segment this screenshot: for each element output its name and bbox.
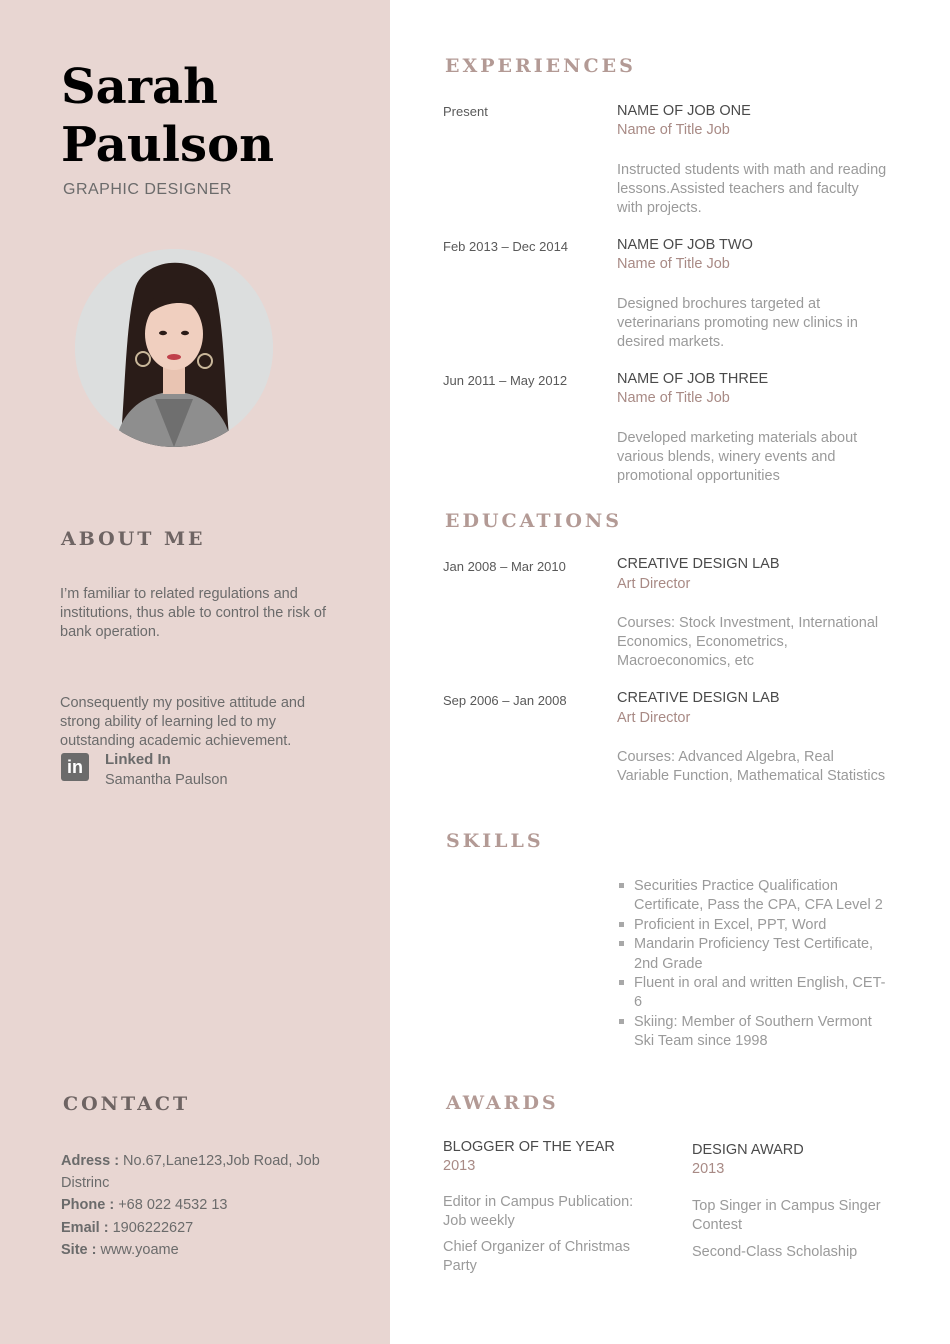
- award-2-desc-2: Second-Class Scholaship: [692, 1244, 858, 1260]
- skills-list: [617, 877, 889, 1052]
- award-1-year: 2013: [443, 1158, 476, 1174]
- experience-2-desc: Designed brochures targeted at veterinarians promoting new clinics in desired markets.: [617, 296, 858, 350]
- address-label: Adress :: [61, 1153, 120, 1169]
- award-1-desc-1: Editor in Campus Publication: Job weekly: [443, 1194, 634, 1229]
- award-2-title: DESIGN AWARD: [692, 1142, 804, 1158]
- skill-item: Mandarin Proficiency Test Certificate, 2nd Grade: [617, 935, 889, 974]
- phone-label: Phone :: [61, 1197, 115, 1213]
- last-name: Paulson: [61, 117, 274, 173]
- contact-phone: [61, 1194, 331, 1216]
- experience-2-subtitle: Name of Title Job: [617, 256, 730, 272]
- linkedin-label: Linked In: [105, 751, 171, 768]
- experience-3-desc: Developed marketing materials about various blends, winery events and promotional opportunities: [617, 430, 858, 484]
- experience-3-title: NAME OF JOB THREE: [617, 371, 769, 387]
- experience-1-date: Present: [443, 104, 488, 119]
- contact-site: [61, 1239, 331, 1261]
- skills-heading: SKILLS: [446, 830, 544, 852]
- educations-heading: EDUCATIONS: [445, 510, 623, 532]
- skill-item: Securities Practice Qualification Certificate, Pass the CPA, CFA Level 2: [617, 877, 889, 916]
- education-1-desc: Courses: Stock Investment, International Economics, Econometrics, Macroeconomics, etc: [617, 615, 879, 669]
- address-value: No.67,Lane123,Job Road, Job Distrinc: [61, 1153, 320, 1191]
- linkedin-icon[interactable]: in: [61, 753, 89, 781]
- skill-item: Fluent in oral and written English, CET-6: [617, 974, 889, 1013]
- education-2-title: CREATIVE DESIGN LAB: [617, 690, 780, 706]
- experience-3-date: Jun 2011 – May 2012: [443, 373, 568, 388]
- experience-2-date: Feb 2013 – Dec 2014: [443, 239, 569, 254]
- education-1-date: Jan 2008 – Mar 2010: [443, 559, 566, 574]
- about-heading: ABOUT ME: [61, 528, 206, 550]
- site-value[interactable]: www.yoame: [96, 1242, 179, 1258]
- about-paragraph-2: Consequently my positive attitude and strong ability of learning led to my outstanding academic achievement.: [60, 695, 306, 749]
- contact-address: [61, 1150, 331, 1194]
- award-1-title: BLOGGER OF THE YEAR: [443, 1139, 615, 1155]
- education-2-desc: Courses: Advanced Algebra, Real Variable Function, Mathematical Statistics: [617, 749, 886, 784]
- email-label: Email :: [61, 1220, 109, 1236]
- award-2-desc-1: Top Singer in Campus Singer Contest: [692, 1198, 881, 1233]
- education-1-subtitle: Art Director: [617, 576, 691, 592]
- sidebar: [0, 0, 390, 1344]
- skill-item: Skiing: Member of Southern Vermont Ski Team since 1998: [617, 1013, 889, 1052]
- first-name: Sarah: [61, 59, 219, 115]
- profile-name: [61, 58, 274, 174]
- experience-1-desc: Instructed students with math and reading lessons.Assisted teachers and faculty with projects.: [617, 162, 887, 216]
- education-2-date: Sep 2006 – Jan 2008: [443, 693, 567, 708]
- experience-1-title: NAME OF JOB ONE: [617, 103, 751, 119]
- education-2-subtitle: Art Director: [617, 710, 691, 726]
- email-value: 1906222627: [108, 1220, 194, 1236]
- job-role: GRAPHIC DESIGNER: [63, 181, 232, 198]
- profile-photo: [75, 249, 273, 447]
- experience-2-title: NAME OF JOB TWO: [617, 237, 753, 253]
- linkedin-value[interactable]: Samantha Paulson: [105, 772, 228, 788]
- awards-heading: AWARDS: [446, 1092, 559, 1114]
- contact-email: [61, 1217, 331, 1239]
- contact-heading: CONTACT: [63, 1093, 191, 1115]
- site-label: Site :: [61, 1242, 97, 1258]
- skill-item: Proficient in Excel, PPT, Word: [617, 916, 889, 935]
- about-paragraph-1: I’m familiar to related regulations and institutions, thus able to control the risk of bank operation.: [60, 586, 326, 640]
- experience-1-subtitle: Name of Title Job: [617, 122, 730, 138]
- award-1-desc-2: Chief Organizer of Christmas Party: [443, 1239, 630, 1274]
- award-2-year: 2013: [692, 1161, 725, 1177]
- experiences-heading: EXPERIENCES: [445, 55, 636, 77]
- experience-3-subtitle: Name of Title Job: [617, 390, 730, 406]
- portrait-illustration: [75, 249, 273, 447]
- phone-value: +68 022 4532 13: [114, 1197, 228, 1213]
- education-1-title: CREATIVE DESIGN LAB: [617, 556, 780, 572]
